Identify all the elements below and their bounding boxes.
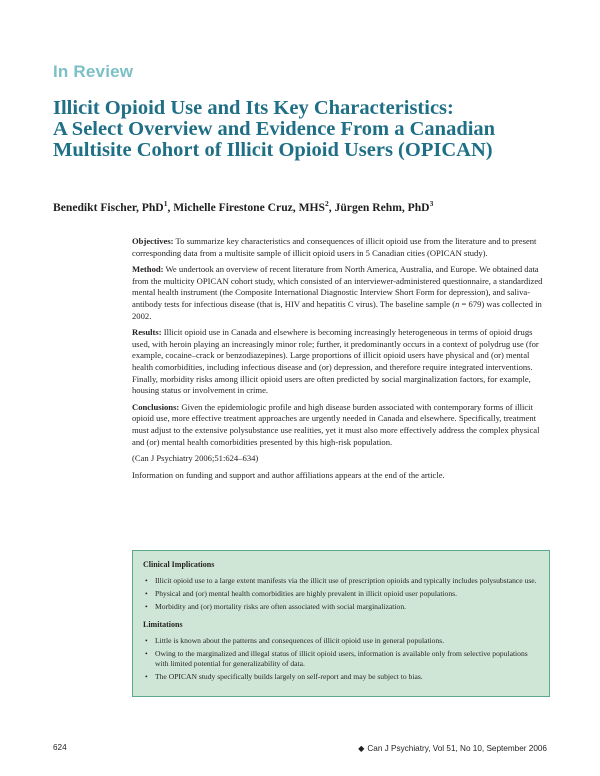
abstract-text: = 679) was collected in 2002. [132, 298, 542, 321]
list-item-text: Morbidity and (or) mortality risks are often associated with social marginalization. [155, 602, 407, 611]
article-title [53, 98, 573, 161]
title-line: Illicit Opioid Use and Its Key Characteristics: [53, 97, 454, 119]
author-name: Benedikt Fischer, PhD [53, 200, 164, 214]
author-separator: , [328, 200, 335, 214]
bullet-icon: • [145, 589, 148, 598]
clinical-implications-heading: Clinical Implications [143, 560, 215, 569]
abstract-results [132, 327, 548, 397]
funding-note: Information on funding and support and author affiliations appears at the end of the article. [132, 469, 445, 480]
journal-footer [358, 743, 547, 753]
abstract-label: Objectives: [132, 236, 174, 246]
list-item-text: Owing to the marginalized and illegal status of illicit opioid users, information is available only from selective populations with limited potential for generalizability of data. [155, 649, 528, 668]
sample-size-symbol: n [455, 298, 460, 309]
author-name: Michelle Firestone Cruz, MHS [173, 200, 325, 214]
author-affiliation-mark: 2 [325, 199, 329, 208]
list-item-text: Illicit opioid use to a large extent manifests via the illicit use of prescription opioids and typically includes polysubstance use. [155, 576, 537, 585]
list-item [143, 576, 537, 586]
author-separator: , [167, 200, 174, 214]
abstract-objectives [132, 236, 548, 259]
abstract-label: Method: [132, 264, 164, 275]
abstract-label: Results: [132, 327, 162, 338]
list-item-text: The OPICAN study specifically builds largely on self-report and may be subject to bias. [155, 672, 423, 681]
list-item [143, 636, 537, 646]
section-label: In Review [53, 62, 134, 81]
list-item-text: Little is known about the patterns and consequences of illicit opioid use in general populations. [155, 636, 445, 645]
abstract-text: Illicit opioid use in Canada and elsewhere is becoming increasingly heterogeneous in terms of opioid drugs used, with heroin playing an increasingly minor role; further, it predominantly occurs in a context of polydrug use (for example, cocaine–crack or benzodiazepines). Large proportions of illicit opioid users have physical and (or) mental health comorbidities, including infectious disease and (or) depression, and therefore require integrated interventions. Finally, morbidity risks among illicit opioid users are often predicted by social marginalization factors, for example, housing status or involvement in crime. [132, 327, 539, 396]
abstract-text: To summarize key characteristics and consequences of illicit opioid use from the literature and to present corresponding data from a multisite sample of illicit opioid users in 5 Canadian cities (OPICAN study). [132, 236, 537, 258]
list-item [143, 649, 537, 669]
bullet-icon: • [145, 602, 148, 611]
limitations-list [143, 636, 537, 682]
bullet-icon: • [145, 576, 148, 585]
list-item [143, 602, 537, 612]
journal-reference: Can J Psychiatry, Vol 51, No 10, September 2006 [367, 744, 547, 753]
author-list [53, 199, 433, 214]
abstract-method [132, 264, 548, 322]
bullet-icon: • [145, 672, 148, 681]
title-line: A Select Overview and Evidence From a Canadian [53, 118, 496, 140]
abstract-text: We undertook an overview of recent literature from North America, Australia, and Europe. We obtained data from the multicity OPICAN cohort study, which consisted of an interviewer-administered questionnaire, a standardized mental health instrument (the Composite International Diagnostic Interview Short Form for depression), and saliva-antibody tests for infectious disease (that is, HIV and hepatitis C virus). The baseline sample ( [132, 264, 543, 309]
list-item-text: Physical and (or) mental health comorbidities are highly prevalent in illicit opioid user populations. [155, 589, 457, 598]
citation: (Can J Psychiatry 2006;51:624–634) [132, 453, 259, 464]
page-number: 624 [53, 743, 67, 752]
title-line: Multisite Cohort of Illicit Opioid Users (OPICAN) [53, 139, 493, 161]
clinical-implications-list [143, 576, 537, 612]
abstract-conclusions [132, 402, 548, 448]
author-affiliation-mark: 3 [429, 199, 434, 208]
bullet-icon: • [145, 636, 148, 645]
limitations-heading: Limitations [143, 620, 183, 629]
abstract [132, 236, 548, 486]
author-affiliation-mark: 1 [163, 199, 168, 208]
list-item [143, 672, 537, 682]
author-name: Jürgen Rehm, PhD [334, 200, 430, 214]
diamond-icon: ◆ [358, 744, 365, 753]
clinical-implications-box [132, 550, 550, 697]
list-item [143, 589, 537, 599]
abstract-label: Conclusions: [132, 401, 180, 412]
abstract-text: Given the epidemiologic profile and high disease burden associated with contemporary forms of illicit opioid use, more effective treatment approaches are urgently needed in Canada and elsewhere. Specifically, treatment must adjust to the extensive polysubstance use realities, yet it must also more effectively address the complex physical and (or) mental health comorbidities presented by this high-risk population. [132, 401, 540, 447]
bullet-icon: • [145, 649, 148, 658]
